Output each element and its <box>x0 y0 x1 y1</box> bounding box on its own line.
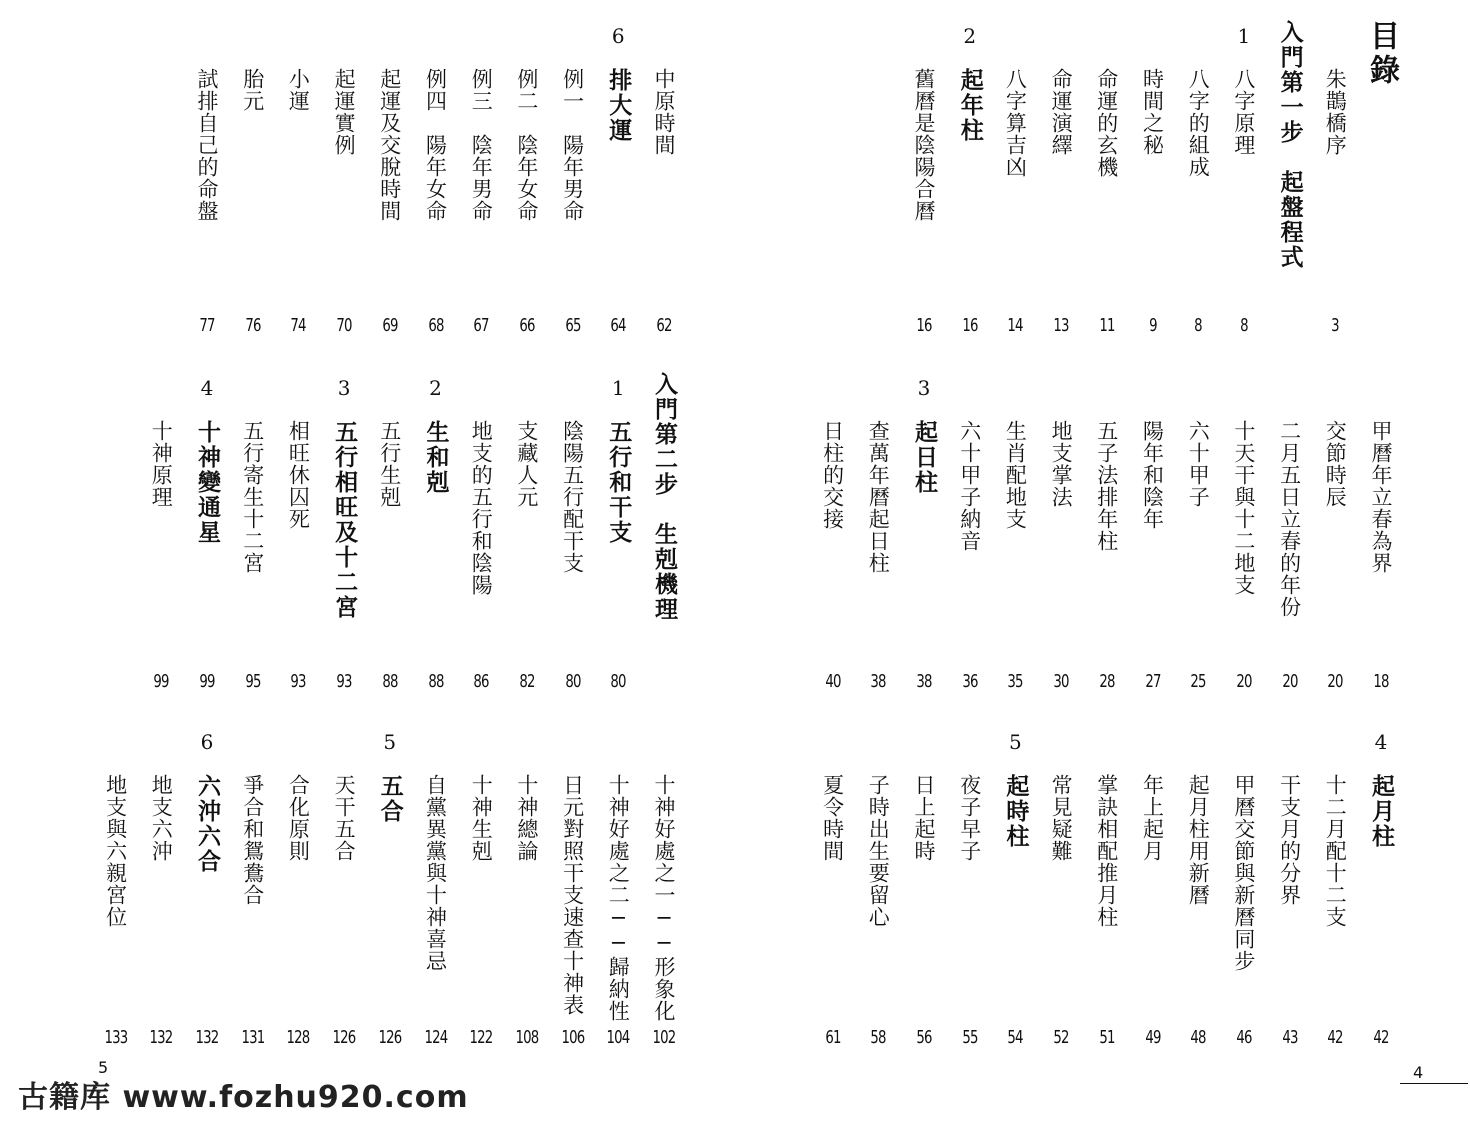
page-number: 88 <box>382 671 398 692</box>
toc-entry[interactable]: 支藏人元 <box>514 420 539 508</box>
toc-entry[interactable]: 十神生剋 <box>469 774 494 862</box>
toc-entry[interactable]: 陽年和陰年 <box>1140 420 1165 530</box>
toc-entry[interactable]: 六十甲子納音 <box>957 420 982 552</box>
toc-entry[interactable]: 試排自己的命盤 <box>195 68 219 222</box>
toc-entry[interactable]: 干支月的分界 <box>1277 774 1302 906</box>
toc-entry[interactable]: 爭合和鴛鴦合 <box>240 774 265 906</box>
page-number: 108 <box>515 1027 539 1048</box>
toc-entry[interactable]: 自黨異黨與十神喜忌 <box>423 774 448 972</box>
page-number: 65 <box>564 315 581 336</box>
toc-entry[interactable]: 生和剋 <box>422 420 450 495</box>
part-heading: 入門第二步 生剋機理 <box>651 372 678 622</box>
page-number: 126 <box>378 1027 402 1048</box>
toc-entry[interactable]: 排大運 <box>605 68 633 143</box>
page-number: 126 <box>332 1027 356 1048</box>
toc-entry[interactable]: 十神好處之一──形象化 <box>652 774 676 1022</box>
section-number: 1 <box>611 376 625 400</box>
page-number: 38 <box>870 671 886 692</box>
page-number: 86 <box>473 671 489 692</box>
page-number: 20 <box>1236 671 1252 692</box>
toc-entry[interactable]: 年上起月 <box>1140 774 1165 862</box>
section-number: 6 <box>611 24 625 48</box>
page-number: 93 <box>336 671 352 692</box>
page-number: 99 <box>199 671 215 692</box>
toc-entry[interactable]: 十神總論 <box>514 774 539 862</box>
toc-entry[interactable]: 五行和干支 <box>605 420 633 545</box>
page-number: 132 <box>149 1027 173 1048</box>
section-number: 4 <box>1374 730 1388 754</box>
toc-entry[interactable]: 十神變通星 <box>194 420 221 545</box>
page-number: 99 <box>153 671 169 692</box>
page-number: 124 <box>424 1027 447 1048</box>
toc-entry[interactable]: 命運演繹 <box>1049 68 1074 156</box>
section-number: 5 <box>383 730 397 754</box>
toc-entry[interactable]: 日元對照干支速查十神表 <box>560 774 585 1016</box>
page-number: 61 <box>824 1027 841 1048</box>
page-number: 70 <box>336 315 352 336</box>
page-number: 16 <box>916 315 932 336</box>
toc-entry[interactable]: 六沖六合 <box>194 774 221 874</box>
toc-entry[interactable]: 八字算吉凶 <box>1003 68 1028 178</box>
toc-entry[interactable]: 合化原則 <box>286 774 311 862</box>
section-number: 5 <box>1009 730 1022 754</box>
toc-entry[interactable]: 八字原理 <box>1231 68 1256 156</box>
page-number: 9 <box>1148 315 1157 336</box>
toc-entry[interactable]: 子時出生要留心 <box>866 774 891 928</box>
page-number: 67 <box>473 315 489 336</box>
toc-entry[interactable]: 起日柱 <box>911 420 938 495</box>
section-number: 3 <box>917 376 931 400</box>
page-number: 42 <box>1373 1027 1389 1048</box>
page-number: 27 <box>1144 671 1161 692</box>
page-number: 55 <box>962 1027 978 1048</box>
section-number: 3 <box>337 376 351 400</box>
toc-entry[interactable]: 五行寄生十二宮 <box>240 420 265 574</box>
page-number: 122 <box>469 1027 493 1048</box>
page-number: 36 <box>962 671 978 692</box>
toc-entry[interactable]: 五行相旺及十二宮 <box>331 420 359 620</box>
page-number: 46 <box>1236 1027 1252 1048</box>
page-number: 133 <box>104 1027 128 1048</box>
toc-entry[interactable]: 起時柱 <box>1002 774 1030 849</box>
toc-entry[interactable]: 時間之秘 <box>1140 68 1165 156</box>
toc-entry[interactable]: 例三 陰年男命 <box>469 68 494 222</box>
part-heading: 入門第一步 起盤程式 <box>1276 20 1304 270</box>
toc-entry[interactable]: 二月五日立春的年份 <box>1277 420 1302 618</box>
toc-entry[interactable]: 中原時間 <box>652 68 676 156</box>
page-number: 93 <box>290 671 307 692</box>
page-number: 106 <box>561 1027 585 1048</box>
page-number: 132 <box>195 1027 219 1048</box>
toc-entry[interactable]: 甲曆年立春為界 <box>1369 420 1393 574</box>
page-number: 43 <box>1281 1027 1298 1048</box>
page-number: 69 <box>382 315 398 336</box>
toc-entry[interactable]: 胎元 <box>240 68 265 112</box>
toc-entry[interactable]: 五行生剋 <box>377 420 402 508</box>
page-number: 77 <box>199 315 215 336</box>
page-number: 95 <box>245 671 261 692</box>
page-number: 11 <box>1099 315 1115 336</box>
toc-entry[interactable]: 日上起時 <box>912 774 936 862</box>
toc-entry[interactable]: 例一 陽年男命 <box>560 68 585 222</box>
toc-entry[interactable]: 起運實例 <box>332 68 357 156</box>
page-number: 51 <box>1099 1027 1115 1048</box>
toc-entry[interactable]: 日柱的交接 <box>820 420 845 530</box>
toc-entry[interactable]: 小運 <box>286 68 311 112</box>
page-number: 38 <box>916 671 932 692</box>
toc-title: 目錄 <box>1364 20 1399 88</box>
page-number: 52 <box>1053 1027 1069 1048</box>
page-number: 62 <box>656 315 672 336</box>
page-number: 88 <box>427 671 444 692</box>
page-number: 54 <box>1007 1027 1024 1048</box>
page-number: 131 <box>241 1027 265 1048</box>
toc-entry[interactable]: 起月柱用新曆 <box>1186 774 1211 906</box>
toc-entry[interactable]: 地支六沖 <box>149 774 174 862</box>
toc-entry[interactable]: 交節時辰 <box>1323 420 1348 508</box>
right-page <box>735 0 1470 1122</box>
page-number: 3 <box>1331 315 1340 336</box>
page-number: 28 <box>1099 671 1115 692</box>
toc-entry[interactable]: 六十甲子 <box>1186 420 1211 508</box>
toc-entry[interactable]: 十神好處之二──歸納性 <box>606 774 631 1022</box>
page-number: 80 <box>610 671 626 692</box>
page-number: 64 <box>610 315 626 336</box>
toc-entry[interactable]: 夏令時間 <box>820 774 845 862</box>
toc-entry[interactable]: 地支的五行和陰陽 <box>469 420 494 596</box>
toc-entry[interactable]: 天干五合 <box>332 774 357 862</box>
section-number: 1 <box>1237 24 1251 48</box>
toc-entry[interactable]: 例二 陰年女命 <box>514 68 539 222</box>
section-number: 4 <box>200 376 214 400</box>
toc-entry[interactable]: 夜子早子 <box>957 774 982 862</box>
page-number: 20 <box>1281 671 1298 692</box>
section-number: 2 <box>429 376 442 400</box>
page-number: 128 <box>286 1027 310 1048</box>
section-number: 6 <box>200 730 214 754</box>
toc-entry[interactable]: 起年柱 <box>956 68 984 143</box>
watermark: 古籍库 www.fozhu920.com <box>18 1080 469 1115</box>
toc-entry[interactable]: 例四 陽年女命 <box>423 68 448 222</box>
page-number: 40 <box>824 671 841 692</box>
page-number: 16 <box>962 315 978 336</box>
page-number: 102 <box>652 1027 676 1048</box>
page-number: 48 <box>1190 1027 1206 1048</box>
page-number: 49 <box>1144 1027 1161 1048</box>
page-number: 8 <box>1194 315 1203 336</box>
toc-entry[interactable]: 掌訣相配推月柱 <box>1094 774 1119 928</box>
toc-entry[interactable]: 地支與六親宮位 <box>103 774 128 928</box>
page-number: 80 <box>564 671 581 692</box>
page-number: 104 <box>606 1027 630 1048</box>
toc-entry[interactable]: 生肖配地支 <box>1003 420 1028 530</box>
toc-entry[interactable]: 十二月配十二支 <box>1323 774 1348 928</box>
page-number: 20 <box>1327 671 1343 692</box>
folio-left: 5 <box>98 1058 109 1077</box>
toc-entry[interactable]: 五子法排年柱 <box>1094 420 1119 552</box>
toc-entry[interactable]: 八字的組成 <box>1186 68 1211 178</box>
toc-entry[interactable]: 十神原理 <box>149 420 174 508</box>
page-number: 25 <box>1190 671 1206 692</box>
page-number: 76 <box>245 315 261 336</box>
toc-entry[interactable]: 地支掌法 <box>1049 420 1074 508</box>
toc-entry[interactable]: 查萬年曆起日柱 <box>866 420 891 574</box>
toc-entry[interactable]: 舊曆是陰陽合曆 <box>912 68 936 222</box>
page-number: 18 <box>1373 671 1389 692</box>
toc-entry[interactable]: 陰陽五行配干支 <box>560 420 585 574</box>
page-number: 68 <box>427 315 444 336</box>
page-number: 8 <box>1240 315 1248 336</box>
toc-entry[interactable]: 十天干與十二地支 <box>1231 420 1256 596</box>
toc-entry[interactable]: 常見疑難 <box>1049 774 1074 862</box>
page-number: 74 <box>290 315 307 336</box>
folio-rule <box>1400 1083 1468 1084</box>
page-number: 82 <box>519 671 535 692</box>
page-number: 30 <box>1053 671 1069 692</box>
page-number: 58 <box>870 1027 886 1048</box>
folio-right: 4 <box>1413 1063 1424 1082</box>
page-number: 14 <box>1007 315 1024 336</box>
toc-entry[interactable]: 朱鵲橋序 <box>1323 68 1348 156</box>
page-number: 13 <box>1053 315 1069 336</box>
toc-entry[interactable]: 甲曆交節與新曆同步 <box>1231 774 1256 972</box>
toc-entry[interactable]: 相旺休囚死 <box>286 420 311 530</box>
page-number: 42 <box>1327 1027 1343 1048</box>
toc-entry[interactable]: 起運及交脫時間 <box>377 68 402 222</box>
toc-entry[interactable]: 命運的玄機 <box>1094 68 1119 178</box>
page-number: 66 <box>519 315 535 336</box>
section-number: 2 <box>963 24 977 48</box>
page-number: 35 <box>1007 671 1024 692</box>
toc-entry[interactable]: 起月柱 <box>1368 774 1395 849</box>
toc-entry[interactable]: 五合 <box>376 774 404 824</box>
page-number: 56 <box>916 1027 932 1048</box>
